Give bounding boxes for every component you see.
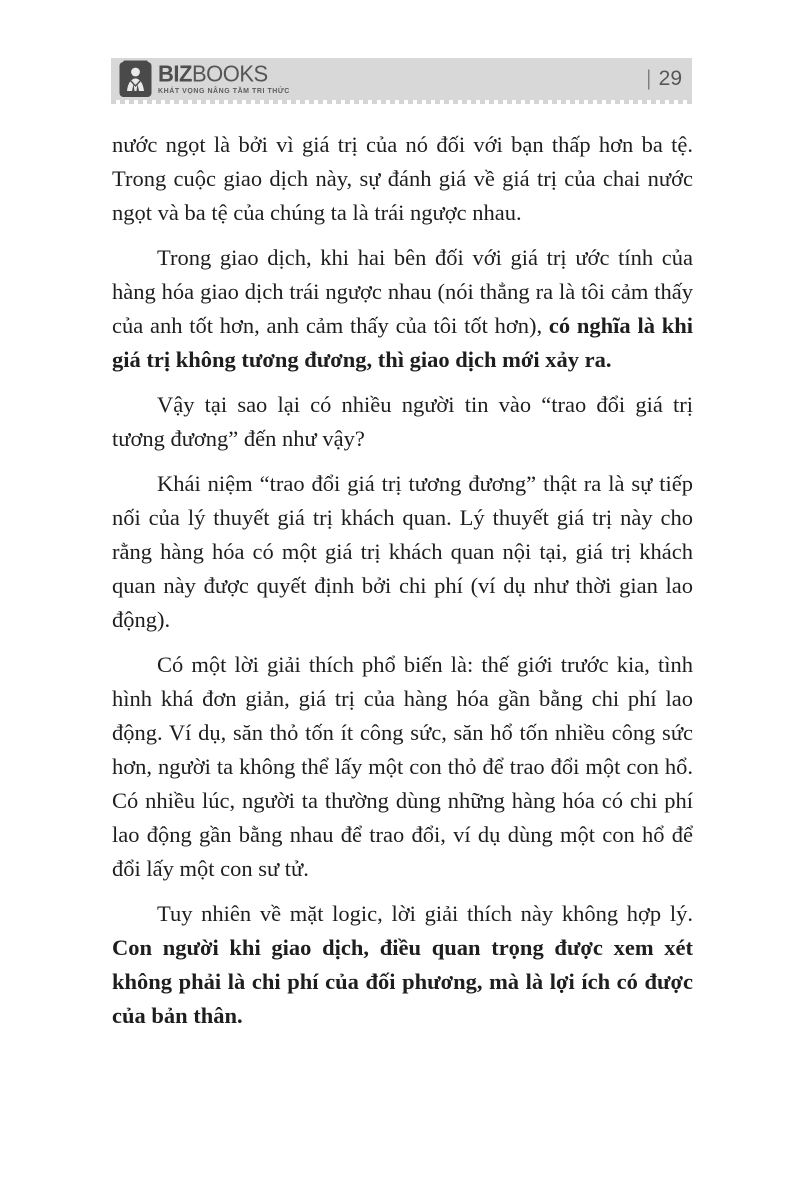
logo-title-biz: BIZ [158, 60, 192, 87]
book-figure-icon [119, 60, 152, 98]
paragraph-5 [112, 648, 693, 886]
paragraph-5-text: Có một lời giải thích phổ biến là: thế giới trước kia, tình hình khá đơn giản, giá trị của hàng hóa gần bằng chi phí lao động. Ví dụ, săn thỏ tốn ít công sức, săn hổ tốn nhiều công sức hơn, người ta không thể lấy một con thỏ để trao đổi một con hổ. Có nhiều lúc, người ta thường dùng những hàng hóa có chi phí lao động gần bằng nhau để trao đổi, ví dụ dùng một con hổ để đổi lấy một con sư tử. [112, 652, 693, 881]
paragraph-2 [112, 241, 693, 377]
paragraph-4-text: Khái niệm “trao đổi giá trị tương đương” thật ra là sự tiếp nối của lý thuyết giá trị khách quan. Lý thuyết giá trị này cho rằng hàng hóa có một giá trị khách quan nội tại, giá trị khách quan này được quyết định bởi chi phí (ví dụ như thời gian lao động). [112, 471, 693, 632]
paragraph-6-bold-text: Con người khi giao dịch, điều quan trọng được xem xét không phải là chi phí của đối phương, mà là lợi ích có được của bản thân. [112, 935, 693, 1028]
paragraph-4 [112, 467, 693, 637]
paragraph-2-bold-text: có nghĩa là khi giá trị không tương đương, thì giao dịch mới xảy ra. [112, 313, 693, 372]
paragraph-1-text: nước ngọt là bởi vì giá trị của nó đối với bạn thấp hơn ba tệ. Trong cuộc giao dịch này, sự đánh giá về giá trị của chai nước ngọt và ba tệ của chúng ta là trái ngược nhau. [112, 132, 693, 225]
paragraph-3-text: Vậy tại sao lại có nhiều người tin vào “trao đổi giá trị tương đương” đến như vậy? [112, 392, 693, 451]
paragraph-6-text: Tuy nhiên về mặt logic, lời giải thích này không hợp lý. [157, 901, 693, 926]
page-number-separator: | [646, 67, 651, 90]
page-number [646, 67, 682, 91]
logo-title [158, 62, 290, 85]
logo-text [158, 60, 290, 95]
logo-title-books: BOOKS [191, 60, 268, 87]
paragraph-6 [112, 897, 693, 1033]
bizbooks-logo [119, 60, 290, 98]
page-body-text [112, 128, 693, 1044]
paragraph-2-text: Trong giao dịch, khi hai bên đối với giá trị ước tính của hàng hóa giao dịch trái ngược nhau (nói thẳng ra là tôi cảm thấy của anh tốt hơn, anh cảm thấy của tôi tốt hơn), [112, 245, 693, 338]
logo-tagline: KHÁT VỌNG NÂNG TẦM TRI THỨC [158, 88, 290, 95]
page-header [111, 58, 692, 100]
paragraph-3 [112, 388, 693, 456]
page-number-value: 29 [658, 67, 682, 90]
paragraph-1 [112, 128, 693, 230]
